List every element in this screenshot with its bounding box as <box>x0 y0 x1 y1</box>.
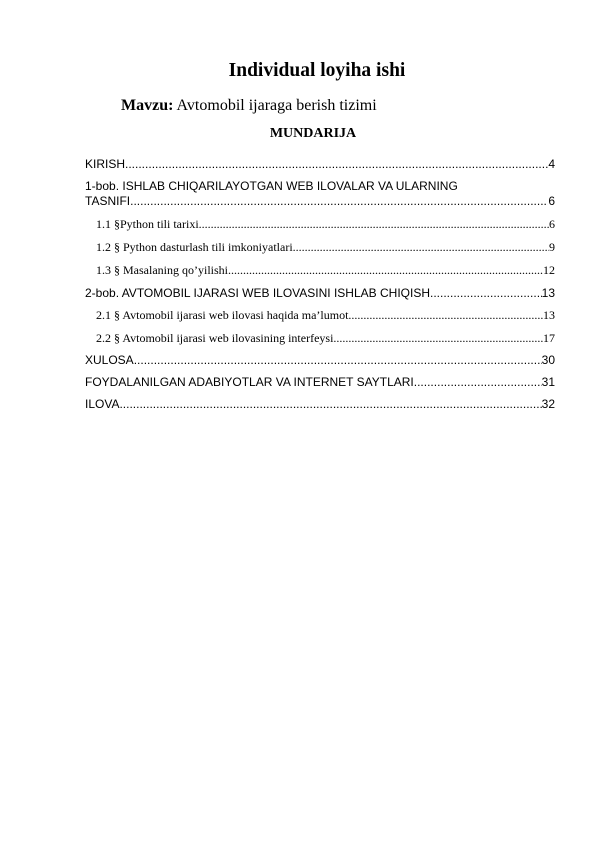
toc-entry-text: ILOVA <box>85 397 120 411</box>
toc-entry-page: 9 <box>549 240 555 254</box>
toc-entry-page: 4 <box>548 157 555 171</box>
toc-entry[interactable] <box>85 157 555 172</box>
toc-entry-page: 6 <box>548 194 555 208</box>
toc-entry[interactable] <box>85 286 555 301</box>
toc-entry-text: XULOSA <box>85 353 134 367</box>
toc-entry-text: FOYDALANILGAN ADABIYOTLAR VA INTERNET SAYTLARI <box>85 375 414 389</box>
toc-entry[interactable] <box>96 331 555 346</box>
toc-entry[interactable] <box>85 194 555 209</box>
toc-leader-dots <box>333 331 543 346</box>
topic-label: Mavzu: <box>121 97 174 114</box>
toc-entry-page: 12 <box>543 263 555 277</box>
toc-entry-text: 1.3 § Masalaning qo’yilishi <box>96 263 228 277</box>
document-title: Individual loyiha ishi <box>228 60 406 81</box>
toc-entry[interactable] <box>85 397 555 412</box>
toc-entry-text: 2-bob. AVTOMOBIL IJARASI WEB ILOVASINI ISHLAB CHIQISH <box>85 286 430 300</box>
toc-leader-dots <box>348 308 543 323</box>
toc-entry[interactable] <box>96 240 555 255</box>
toc-entry-text: 1.2 § Python dasturlash tili imkoniyatlari <box>96 240 293 254</box>
toc-entry[interactable] <box>96 217 555 232</box>
toc-leader-dots <box>119 397 541 412</box>
toc-leader-dots <box>414 375 542 390</box>
toc-entry-text-line1[interactable]: 1-bob. ISHLAB CHIQARILAYOTGAN WEB ILOVALAR VA ULARNING <box>85 179 458 193</box>
toc-heading: MUNDARIJA <box>269 126 357 141</box>
toc-entry[interactable] <box>85 353 555 368</box>
toc-entry-page: 13 <box>541 286 555 300</box>
toc-entry-page: 31 <box>541 375 555 389</box>
toc-entry-text: TASNIFI <box>85 194 131 208</box>
toc-leader-dots <box>228 263 543 278</box>
toc-entry-text: 1.1 §Python tili tarixi <box>96 217 199 231</box>
toc-leader-dots <box>125 157 548 172</box>
toc-entry[interactable] <box>96 308 555 323</box>
toc-entry-text: 2.2 § Avtomobil ijarasi web ilovasining interfeysi <box>96 331 334 345</box>
toc-entry[interactable] <box>96 263 555 278</box>
toc-leader-dots <box>134 353 542 368</box>
toc-entry-page: 17 <box>543 331 555 345</box>
toc-entry-text: 2.1 § Avtomobil ijarasi web ilovasi haqida ma’lumot <box>96 308 349 322</box>
toc-entry[interactable] <box>85 375 555 390</box>
toc-entry-page: 13 <box>543 308 555 322</box>
toc-leader-dots <box>293 240 549 255</box>
topic-text: Avtomobil ijaraga berish tizimi <box>173 97 377 114</box>
toc-leader-dots <box>199 217 549 232</box>
toc-leader-dots <box>130 194 548 209</box>
topic-line <box>121 96 377 116</box>
toc-entry-page: 30 <box>541 353 555 367</box>
toc-entry-page: 6 <box>549 217 555 231</box>
toc-entry-page: 32 <box>541 397 555 411</box>
toc-entry-text: KIRISH <box>85 157 126 171</box>
toc-leader-dots <box>430 286 542 301</box>
